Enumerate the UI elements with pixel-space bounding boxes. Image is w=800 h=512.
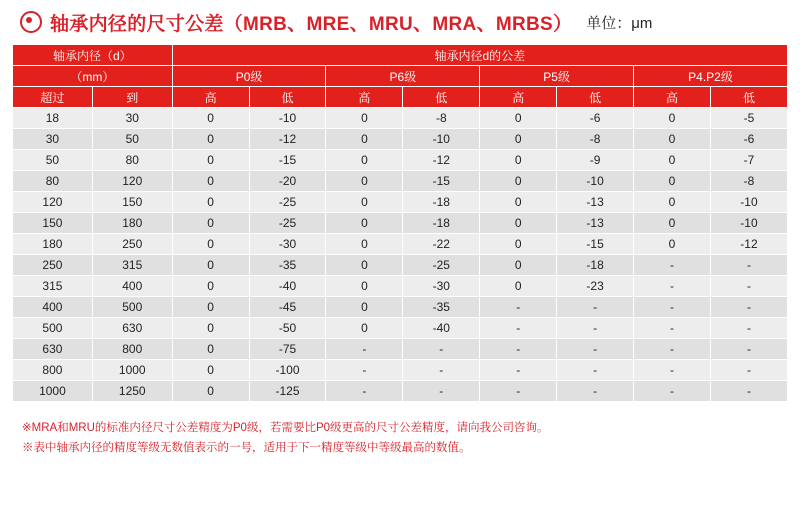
cell-p5-high: 0 [480, 150, 557, 171]
cell-p4p2-high: 0 [634, 150, 711, 171]
cell-p5-high: - [480, 297, 557, 318]
cell-p0-high: 0 [172, 255, 249, 276]
cell-p5-low: - [557, 339, 634, 360]
cell-range-from: 30 [13, 129, 93, 150]
cell-p4p2-high: - [634, 381, 711, 402]
cell-p5-high: - [480, 318, 557, 339]
header-range-from: 超过 [13, 87, 93, 108]
note-2: ※表中轴承内径的精度等级无数值表示的一号，适用于下一精度等级中等级最高的数值。 [22, 442, 471, 454]
cell-range-to: 630 [92, 318, 172, 339]
cell-range-to: 150 [92, 192, 172, 213]
cell-p5-low: - [557, 360, 634, 381]
cell-p6-low: -22 [403, 234, 480, 255]
cell-p0-low: -35 [249, 255, 326, 276]
cell-p6-high: 0 [326, 171, 403, 192]
cell-range-to: 80 [92, 150, 172, 171]
table-row [13, 108, 788, 129]
cell-range-to: 120 [92, 171, 172, 192]
cell-range-from: 1000 [13, 381, 93, 402]
cell-p6-low: -8 [403, 108, 480, 129]
cell-p4p2-high: - [634, 360, 711, 381]
table-row [13, 129, 788, 150]
cell-p4p2-high: 0 [634, 171, 711, 192]
header-grade-p4p2: P4.P2级 [634, 66, 788, 87]
header-bore-diameter-line1: 轴承内径（d） [13, 45, 173, 66]
cell-p6-high: 0 [326, 234, 403, 255]
cell-p5-high: 0 [480, 234, 557, 255]
cell-p5-high: 0 [480, 192, 557, 213]
cell-p4p2-high: 0 [634, 192, 711, 213]
header-tolerance-title: 轴承内径d的公差 [172, 45, 787, 66]
table-row [13, 318, 788, 339]
cell-p6-high: 0 [326, 318, 403, 339]
cell-p0-low: -30 [249, 234, 326, 255]
cell-p5-low: -15 [557, 234, 634, 255]
cell-p0-low: -20 [249, 171, 326, 192]
cell-p6-high: 0 [326, 150, 403, 171]
cell-p6-low: - [403, 360, 480, 381]
cell-p4p2-high: 0 [634, 234, 711, 255]
cell-p4p2-high: - [634, 318, 711, 339]
cell-p4p2-low: -5 [710, 108, 787, 129]
cell-p0-high: 0 [172, 381, 249, 402]
cell-p5-high: - [480, 381, 557, 402]
cell-p4p2-high: - [634, 339, 711, 360]
cell-p0-low: -15 [249, 150, 326, 171]
cell-p5-low: -8 [557, 129, 634, 150]
cell-p0-low: -25 [249, 192, 326, 213]
cell-p5-high: 0 [480, 108, 557, 129]
cell-p5-low: -10 [557, 171, 634, 192]
header-bore-diameter-line2: （mm） [13, 66, 173, 87]
cell-range-from: 50 [13, 150, 93, 171]
table-row [13, 192, 788, 213]
cell-p0-low: -10 [249, 108, 326, 129]
title-main-text: 轴承内径的尺寸公差（MRB、MRE、MRU、MRA、MRBS） [50, 13, 573, 35]
cell-p6-low: -18 [403, 213, 480, 234]
cell-range-from: 500 [13, 318, 93, 339]
cell-p0-high: 0 [172, 171, 249, 192]
cell-p0-high: 0 [172, 108, 249, 129]
table-row [13, 150, 788, 171]
table-header-row-3 [13, 87, 788, 108]
cell-p5-high: - [480, 339, 557, 360]
cell-p0-low: -100 [249, 360, 326, 381]
cell-p0-high: 0 [172, 213, 249, 234]
cell-p4p2-low: - [710, 318, 787, 339]
cell-p0-high: 0 [172, 192, 249, 213]
cell-p6-high: 0 [326, 192, 403, 213]
cell-p4p2-high: - [634, 255, 711, 276]
header-p6-low: 低 [403, 87, 480, 108]
cell-p0-low: -50 [249, 318, 326, 339]
notes-block [12, 418, 788, 458]
bullet-circle-icon [20, 11, 42, 33]
cell-range-from: 150 [13, 213, 93, 234]
cell-p6-low: -25 [403, 255, 480, 276]
table-header-row-1 [13, 45, 788, 66]
cell-range-to: 180 [92, 213, 172, 234]
cell-p6-high: 0 [326, 255, 403, 276]
cell-p4p2-low: - [710, 297, 787, 318]
cell-p6-low: - [403, 381, 480, 402]
cell-p4p2-low: - [710, 360, 787, 381]
cell-p0-low: -40 [249, 276, 326, 297]
cell-p0-high: 0 [172, 150, 249, 171]
cell-p0-low: -12 [249, 129, 326, 150]
cell-p5-low: -6 [557, 108, 634, 129]
cell-p5-low: -23 [557, 276, 634, 297]
cell-p4p2-low: - [710, 339, 787, 360]
table-header-row-2 [13, 66, 788, 87]
cell-p6-high: - [326, 360, 403, 381]
cell-p6-high: 0 [326, 276, 403, 297]
cell-p0-high: 0 [172, 339, 249, 360]
table-row [13, 360, 788, 381]
cell-p5-low: - [557, 318, 634, 339]
cell-range-to: 1250 [92, 381, 172, 402]
table-row [13, 297, 788, 318]
cell-p6-low: - [403, 339, 480, 360]
cell-range-to: 30 [92, 108, 172, 129]
cell-p4p2-high: 0 [634, 108, 711, 129]
cell-p0-high: 0 [172, 276, 249, 297]
table-row [13, 339, 788, 360]
cell-p6-high: 0 [326, 129, 403, 150]
cell-p6-high: - [326, 339, 403, 360]
cell-p4p2-high: - [634, 276, 711, 297]
cell-p4p2-low: -8 [710, 171, 787, 192]
cell-p4p2-low: - [710, 276, 787, 297]
header-p4p2-low: 低 [710, 87, 787, 108]
cell-p0-low: -125 [249, 381, 326, 402]
cell-p5-high: 0 [480, 213, 557, 234]
cell-range-to: 315 [92, 255, 172, 276]
cell-p5-high: 0 [480, 171, 557, 192]
header-grade-p5: P5级 [480, 66, 634, 87]
cell-p4p2-high: 0 [634, 129, 711, 150]
cell-p4p2-low: -7 [710, 150, 787, 171]
cell-p5-low: -9 [557, 150, 634, 171]
cell-p6-low: -30 [403, 276, 480, 297]
note-1: ※MRA和MRU的标准内径尺寸公差精度为P0级，若需要比P0级更高的尺寸公差精度，请向我公司咨询。 [22, 422, 549, 434]
cell-p0-high: 0 [172, 129, 249, 150]
header-p0-low: 低 [249, 87, 326, 108]
cell-range-from: 400 [13, 297, 93, 318]
cell-p4p2-low: - [710, 255, 787, 276]
header-p5-low: 低 [557, 87, 634, 108]
cell-p6-low: -12 [403, 150, 480, 171]
cell-p4p2-low: -6 [710, 129, 787, 150]
header-p4p2-high: 高 [634, 87, 711, 108]
cell-range-to: 500 [92, 297, 172, 318]
table-row [13, 171, 788, 192]
tolerance-table [12, 44, 788, 402]
cell-p0-high: 0 [172, 360, 249, 381]
cell-p5-high: - [480, 360, 557, 381]
cell-p6-high: 0 [326, 108, 403, 129]
cell-p0-high: 0 [172, 318, 249, 339]
cell-p5-low: - [557, 381, 634, 402]
cell-p6-low: -35 [403, 297, 480, 318]
cell-p6-high: 0 [326, 297, 403, 318]
cell-p6-low: -15 [403, 171, 480, 192]
cell-p0-high: 0 [172, 234, 249, 255]
table-row [13, 234, 788, 255]
header-grade-p6: P6级 [326, 66, 480, 87]
cell-p0-high: 0 [172, 297, 249, 318]
cell-p6-low: -10 [403, 129, 480, 150]
cell-range-from: 800 [13, 360, 93, 381]
cell-p4p2-low: -10 [710, 192, 787, 213]
cell-p6-high: - [326, 381, 403, 402]
cell-p4p2-high: 0 [634, 213, 711, 234]
cell-p5-high: 0 [480, 255, 557, 276]
cell-range-from: 630 [13, 339, 93, 360]
cell-range-to: 1000 [92, 360, 172, 381]
table-row [13, 213, 788, 234]
title-unit-text: 单位：μm [586, 14, 653, 32]
header-p5-high: 高 [480, 87, 557, 108]
cell-p5-low: -13 [557, 213, 634, 234]
cell-p4p2-low: - [710, 381, 787, 402]
cell-p5-low: -18 [557, 255, 634, 276]
cell-p6-high: 0 [326, 213, 403, 234]
cell-p4p2-high: - [634, 297, 711, 318]
cell-p5-low: - [557, 297, 634, 318]
header-range-to: 到 [92, 87, 172, 108]
table-row [13, 381, 788, 402]
cell-range-from: 120 [13, 192, 93, 213]
cell-range-from: 80 [13, 171, 93, 192]
cell-range-from: 315 [13, 276, 93, 297]
cell-p4p2-low: -12 [710, 234, 787, 255]
page-title [12, 0, 788, 44]
cell-range-to: 50 [92, 129, 172, 150]
cell-p0-low: -25 [249, 213, 326, 234]
cell-range-to: 800 [92, 339, 172, 360]
cell-p6-low: -40 [403, 318, 480, 339]
cell-range-from: 180 [13, 234, 93, 255]
cell-range-to: 400 [92, 276, 172, 297]
cell-range-from: 250 [13, 255, 93, 276]
cell-p5-high: 0 [480, 276, 557, 297]
cell-p0-low: -45 [249, 297, 326, 318]
table-row [13, 255, 788, 276]
cell-range-to: 250 [92, 234, 172, 255]
header-p6-high: 高 [326, 87, 403, 108]
cell-p5-low: -13 [557, 192, 634, 213]
cell-p0-low: -75 [249, 339, 326, 360]
cell-p4p2-low: -10 [710, 213, 787, 234]
cell-p5-high: 0 [480, 129, 557, 150]
cell-range-from: 18 [13, 108, 93, 129]
table-body [13, 108, 788, 402]
header-grade-p0: P0级 [172, 66, 326, 87]
cell-p6-low: -18 [403, 192, 480, 213]
header-p0-high: 高 [172, 87, 249, 108]
table-row [13, 276, 788, 297]
